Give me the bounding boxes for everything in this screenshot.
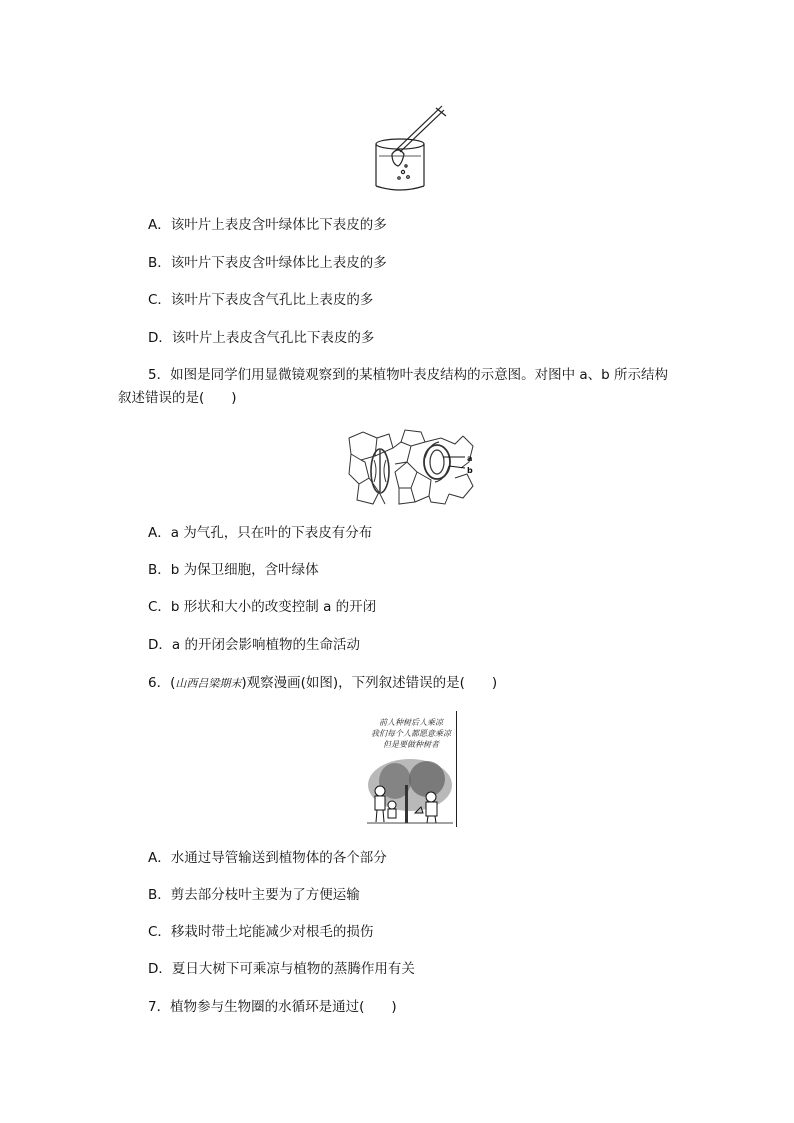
stomata-figure [345, 428, 477, 506]
beaker-figure [372, 102, 448, 196]
q6-option-d: D．夏日大树下可乘凉与植物的蒸腾作用有关 [148, 961, 415, 977]
cartoon-drawing [365, 755, 455, 827]
cartoon-line-1: 前人种树后人乘凉 [379, 718, 443, 727]
q5-stem-line2: 叙述错误的是( ) [118, 390, 237, 406]
q4-option-b: B．该叶片下表皮含叶绿体比上表皮的多 [148, 255, 387, 271]
q5-option-b: B．b 为保卫细胞，含叶绿体 [148, 562, 319, 578]
q4-option-d: D．该叶片上表皮含气孔比下表皮的多 [148, 330, 375, 346]
cartoon-line-2: 我们每个人都愿意乘凉 [371, 729, 451, 738]
cartoon-line-3: 但是要做种树者 [383, 740, 439, 749]
q6-source: 山西吕梁期末 [175, 677, 242, 690]
q5-option-a: A．a 为气孔，只在叶的下表皮有分布 [148, 525, 373, 541]
q7-stem: 7．植物参与生物圈的水循环是通过( ) [148, 999, 397, 1015]
q4-option-a: A．该叶片上表皮含叶绿体比下表皮的多 [148, 217, 387, 233]
label-b: b [467, 466, 473, 475]
q6-stem [148, 674, 497, 693]
q4-option-c: C．该叶片下表皮含气孔比上表皮的多 [148, 292, 374, 308]
q6-stem-prefix: 6．( [148, 675, 176, 691]
cartoon-figure [365, 711, 457, 827]
label-a: a [467, 454, 473, 463]
q5-stem-line1: 5．如图是同学们用显微镜观察到的某植物叶表皮结构的示意图。对图中 a、b 所示结构 [148, 367, 669, 383]
q6-option-a: A．水通过导管输送到植物体的各个部分 [148, 850, 387, 866]
q5-option-c: C．b 形状和大小的改变控制 a 的开闭 [148, 599, 377, 615]
q6-option-b: B．剪去部分枝叶主要为了方便运输 [148, 887, 360, 903]
q6-option-c: C．移栽时带土坨能减少对根毛的损伤 [148, 924, 374, 940]
q5-option-d: D．a 的开闭会影响植物的生命活动 [148, 637, 360, 653]
q6-stem-suffix: )观察漫画(如图)，下列叙述错误的是( ) [241, 675, 498, 691]
